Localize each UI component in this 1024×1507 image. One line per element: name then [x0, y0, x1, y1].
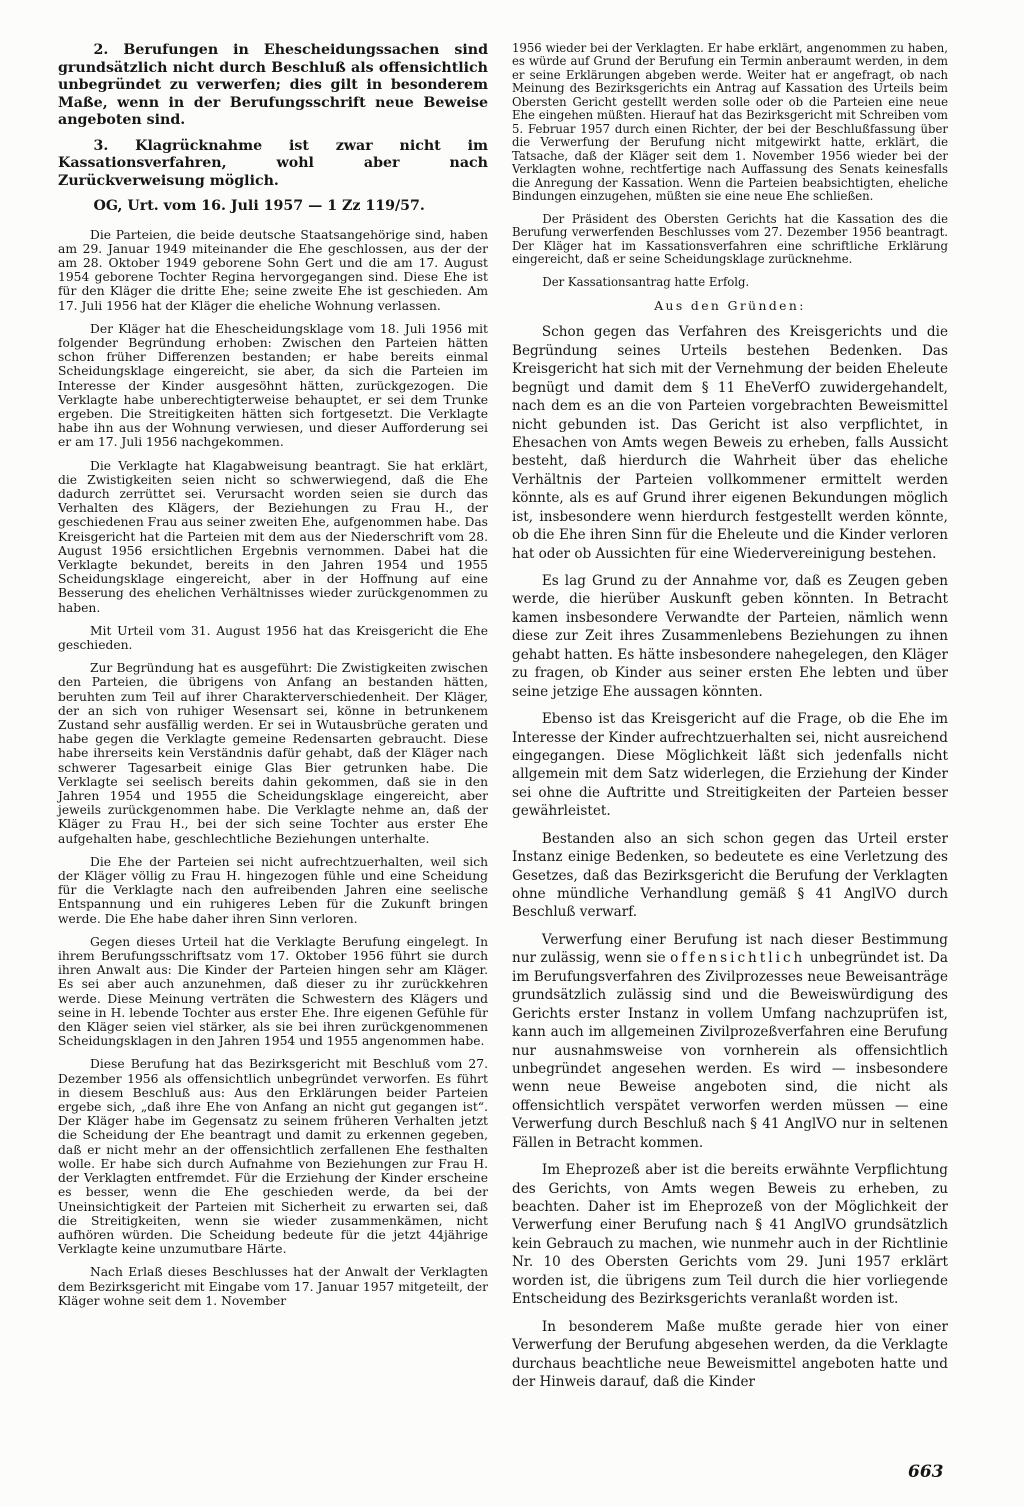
- paragraph: Es lag Grund zu der Annahme vor, daß es Zeugen geben werde, die hierüber Auskunft geben könnten. In Betracht kamen insbesondere Verwandte der Parteien, nämlich wenn diese zur Zeit ihres Zusammenlebens Beziehungen zu ihnen gehabt hatten. Es hätte insbesondere nahegelegen, den Kläger zu fragen, ob Kinder aus seiner ersten Ehe lebten und über seine jetzige Ehe aussagen könnten.: [512, 573, 948, 700]
- paragraph: Gegen dieses Urteil hat die Verklagte Berufung eingelegt. In ihrem Berufungsschriftsatz vom 17. Oktober 1956 führt sie durch ihren Anwalt aus: Die Kinder der Parteien hingen sehr am Kläger. Es sei aber auch anzunehmen, daß dieser zu ihr zurückkehren werde. Diese Meinung verträten die Schwestern des Klägers und seine in H. lebende Tochter aus erster Ehe. Ihre eigenen Gefühle für den Kläger seien viel stärker, als sie bei ihren zurückgenommenen Scheidungsklagen in den Jahren 1954 und 1955 angenommen habe.: [58, 934, 488, 1049]
- paragraph: 1956 wieder bei der Verklagten. Er habe erklärt, angenommen zu haben, es würde auf Grund der Berufung ein Termin anberaumt werden, in dem er seine Erklärungen abgeben werde. Weiter hat er angefragt, ob nach Meinung des Bezirksgerichts ein Antrag auf Kassation des Urteils beim Obersten Gericht gestellt werden solle oder ob die Parteien eine neue Ehe eingehen müßten. Hierauf hat das Bezirksgericht mit Schreiben vom 5. Februar 1957 durch einen Richter, der bei der Beschlußfassung über die Verwerfung der Berufung nicht mitgewirkt hatte, erklärt, die Tatsache, daß der Kläger seit dem 1. November 1956 wieder bei der Verklagten wohne, rechtfertige nach Auffassung des Senats keinesfalls die Anregung der Kassation. Wenn die Parteien beabsichtigten, eheliche Bindungen einzugehen, müßten sie eine neue Ehe schließen.: [512, 41, 948, 204]
- left-column: [58, 42, 488, 1317]
- right-column: [512, 42, 948, 1400]
- paragraph: Die Ehe der Parteien sei nicht aufrechtzuerhalten, weil sich der Kläger völlig zu Frau H. hingezogen fühle und eine Scheidung für die Verklagte nach den aufreibenden Jahren eine seelische Entspannung und ein ruhigeres Leben für die Zukunft bringen werde. Die Ehe habe daher ihren Sinn verloren.: [58, 854, 488, 926]
- paragraph: Schon gegen das Verfahren des Kreisgerichts und die Begründung seines Urteils bestehen Bedenken. Das Kreisgericht hat sich mit der Vernehmung der beiden Eheleute begnügt und damit dem § 11 EheVerfO zuwidergehandelt, nach dem es an die von Parteien vorgebrachten Beweismittel nicht gebunden ist. Das Gericht ist also verpflichtet, in Ehesachen von Amts wegen Beweis zu erheben, falls Aussicht besteht, daß hierdurch die Wahrheit über das eheliche Verhältnis der Parteien vollkommener ermittelt werden könnte, als es auf Grund ihrer eigenen Bekundungen möglich ist, insbesondere wenn hierdurch festgestellt werden könnte, ob die Ehe ihren Sinn für die Eheleute und die Kinder verloren hat oder ob Aussichten für eine Wiedervereinigung bestehen.: [512, 324, 948, 562]
- paragraph-offensichtlich: [512, 931, 948, 1152]
- headnote-point-3: 3. Klagrücknahme ist zwar nicht im Kassationsverfahren, wohl aber nach Zurückverweisung möglich.: [58, 137, 488, 189]
- court-citation: OG, Urt. vom 16. Juli 1957 — 1 Zz 119/57.: [93, 198, 425, 214]
- paragraph: Im Eheprozeß aber ist die bereits erwähnte Verpflichtung des Gerichts, von Amts wegen Beweis zu erheben, zu beachten. Daher ist im Eheprozeß von der Möglichkeit der Verwerfung einer Berufung nach § 41 AnglVO grundsätzlich kein Gebrauch zu machen, wie nunmehr auch in der Richtlinie Nr. 10 des Obersten Gerichts vom 29. Juni 1957 erklärt worden ist, die übrigens zum Teil durch die hier vorliegende Entscheidung des Bezirksgerichts veranlaßt worden ist.: [512, 1162, 948, 1308]
- paragraph: Der Kläger hat die Ehescheidungsklage vom 18. Juli 1956 mit folgender Begründung erhoben: Zwischen den Parteien hätten schon früher Differenzen bestanden; er habe bereits einmal Scheidungsklage eingereicht, sie aber, da sich die Parteien im Interesse der Kinder ausgesöhnt hätten, zurückgezogen. Die Verklagte habe unberechtigterweise behauptet, er sei dem Trunke ergeben. Die Streitigkeiten hätten sich fortgesetzt. Die Verklagte habe ihn aus der Wohnung verwiesen, und dieser Aufforderung sei er am 17. Juli 1956 nachgekommen.: [58, 321, 488, 450]
- headnote-point-2: 2. Berufungen in Ehescheidungssachen sind grundsätzlich nicht durch Beschluß als offensichtlich unbegründet zu verwerfen; dies gilt in besonderem Maße, wenn in der Berufungsschrift neue Beweise angeboten sind.: [58, 42, 488, 128]
- text-fragment: Verwerfung einer Berufung ist nach dieser Bestimmung nur zulässig, wenn sie: [512, 931, 948, 967]
- paragraph: Die Verklagte hat Klagabweisung beantragt. Sie hat erklärt, die Zwistigkeiten seien nicht so schwerwiegend, daß die Ehe dadurch zerrüttet sei. Verursacht worden seien sie durch das Verhalten des Klägers, der Beziehungen zu Frau H., der geschiedenen Frau aus seiner zweiten Ehe, aufgenommen habe. Das Kreisgericht hat die Parteien mit dem aus der Niederschrift vom 28. August 1956 ersichtlichen Ergebnis vernommen. Dabei hat die Verklagte bekundet, bereits in den Jahren 1954 und 1955 Scheidungsklage eingereicht, aber in der Hoffnung auf eine Besserung des ehelichen Verhältnisses wieder zurückgenommen zu haben.: [58, 458, 488, 615]
- paragraph: Der Kassationsantrag hatte Erfolg.: [542, 274, 750, 289]
- paragraph: Bestanden also an sich schon gegen das Urteil erster Instanz einige Bedenken, so bedeutete es eine Verletzung des Gesetzes, daß das Bezirksgericht die Berufung der Verklagten ohne mündliche Verhandlung gemäß § 41 AnglVO durch Beschluß verwarf.: [512, 830, 948, 921]
- paragraph: Die Parteien, die beide deutsche Staatsangehörige sind, haben am 29. Januar 1949 miteinander die Ehe geschlossen, aus der der am 28. Oktober 1949 geborene Sohn Gert und die am 17. August 1954 geborene Tochter Regina hervorgegangen sind. Diese Ehe ist für den Kläger die dritte Ehe; seine zweite Ehe ist geschieden. Am 17. Juli 1956 hat der Kläger die eheliche Wohnung verlassen.: [58, 227, 488, 313]
- paragraph: Ebenso ist das Kreisgericht auf die Frage, ob die Ehe im Interesse der Kinder aufrechtzuerhalten sei, nicht ausreichend eingegangen. Diese Möglichkeit läßt sich jedenfalls nicht allgemein mit dem Satz widerlegen, die Erziehung der Kinder sei ohne die Auftritte und Streitigkeiten der Parteien besser gewährleistet.: [512, 711, 948, 820]
- emphasized-word: offensichtlich: [670, 950, 806, 967]
- paragraph: Nach Erlaß dieses Beschlusses hat der Anwalt der Verklagten dem Bezirksgericht mit Eingabe vom 17. Januar 1957 mitgeteilt, der Kläger wohne seit dem 1. November: [58, 1265, 488, 1308]
- text-fragment: unbegründet ist. Da im Berufungsverfahren des Zivilprozesses neue Beweisanträge grundsätzlich zulässig sind und die Beweiswürdigung des Gerichts erster Instanz in vollem Umfang nachzuprüfen ist, kann auch im allgemeinen Zivilprozeßverfahren eine Berufung nur ausnahmsweise von vornherein als offensichtlich unbegründet angesehen werden. Es wird — insbesondere wenn neue Beweise angeboten sind, die nicht als offensichtlich verspätet verworfen werden müssen — eine Verwerfung durch Beschluß nach § 41 AnglVO nur in seltenen Fällen in Betracht kommen.: [512, 950, 948, 1151]
- paragraph: Der Präsident des Obersten Gerichts hat die Kassation des die Berufung verwerfenden Beschlusses vom 27. Dezember 1956 beantragt. Der Kläger hat im Kassationsverfahren eine schriftliche Erklärung eingereicht, daß er seine Scheidungsklage zurücknehme.: [512, 211, 948, 267]
- page-number: 663: [908, 1462, 944, 1482]
- paragraph: Mit Urteil vom 31. August 1956 hat das Kreisgericht die Ehe geschieden.: [58, 623, 488, 652]
- paragraph: Zur Begründung hat es ausgeführt: Die Zwistigkeiten zwischen den Parteien, die übrigens von Anfang an bestanden hätten, beruhten zum Teil auf ihrer Charakterverschiedenheit. Der Kläger, der an sich von ruhiger Wesensart sei, könne in betrunkenem Zustand sehr ausfällig werden. Er sei in Wutausbrüche geraten und habe gegen die Verklagte gemeine Redensarten gebraucht. Diese habe ihrerseits kein Verständnis dafür gehabt, daß der Kläger nach schwerer Tagesarbeit einige Glas Bier getrunken habe. Die Verklagte sei seelisch bereits dahin gekommen, daß sie in den Jahren 1954 und 1955 die Scheidungsklage eingereicht, aber jeweils zurückgenommen habe. Die Verklagte nehme an, daß der Kläger zu Frau H., bei der sich seine Tochter aus erster Ehe aufgehalten habe, geschlechtliche Beziehungen unterhalte.: [58, 661, 488, 846]
- paragraph: In besonderem Maße mußte gerade hier von einer Verwerfung der Berufung abgesehen werden, da die Verklagte durchaus beachtliche neue Beweismittel angeboten hatte und der Hinweis darauf, daß die Kinder: [512, 1318, 948, 1390]
- paragraph: Diese Berufung hat das Bezirksgericht mit Beschluß vom 27. Dezember 1956 als offensichtlich unbegründet verworfen. Es führt in diesem Beschluß aus: Aus den Erklärungen beider Parteien ergebe sich, „daß ihre Ehe von Anfang an nicht gut gegangen ist“. Der Kläger habe im Gegensatz zu seinem früheren Verhalten jetzt die Scheidung der Ehe beantragt und damit zu erkennen gegeben, daß er nicht mehr an der offensichtlich zerfallenen Ehe festhalten wolle. Er habe sich durch Aufnahme von Beziehungen zur Frau H. der Verklagten entfremdet. Für die Erziehung der Kinder erscheine es besser, wenn die Ehe geschieden werde, da bei der Uneinsichtigkeit der Parteien mit Sicherheit zu erwarten sei, daß die Streitigkeiten, wenn sie wieder zusammenkämen, nicht aufhören würden. Die Scheidung bedeute für die jetzt 44jährige Verklagte keine unzumutbare Härte.: [58, 1057, 488, 1257]
- section-heading: Aus den Gründen:: [654, 299, 806, 314]
